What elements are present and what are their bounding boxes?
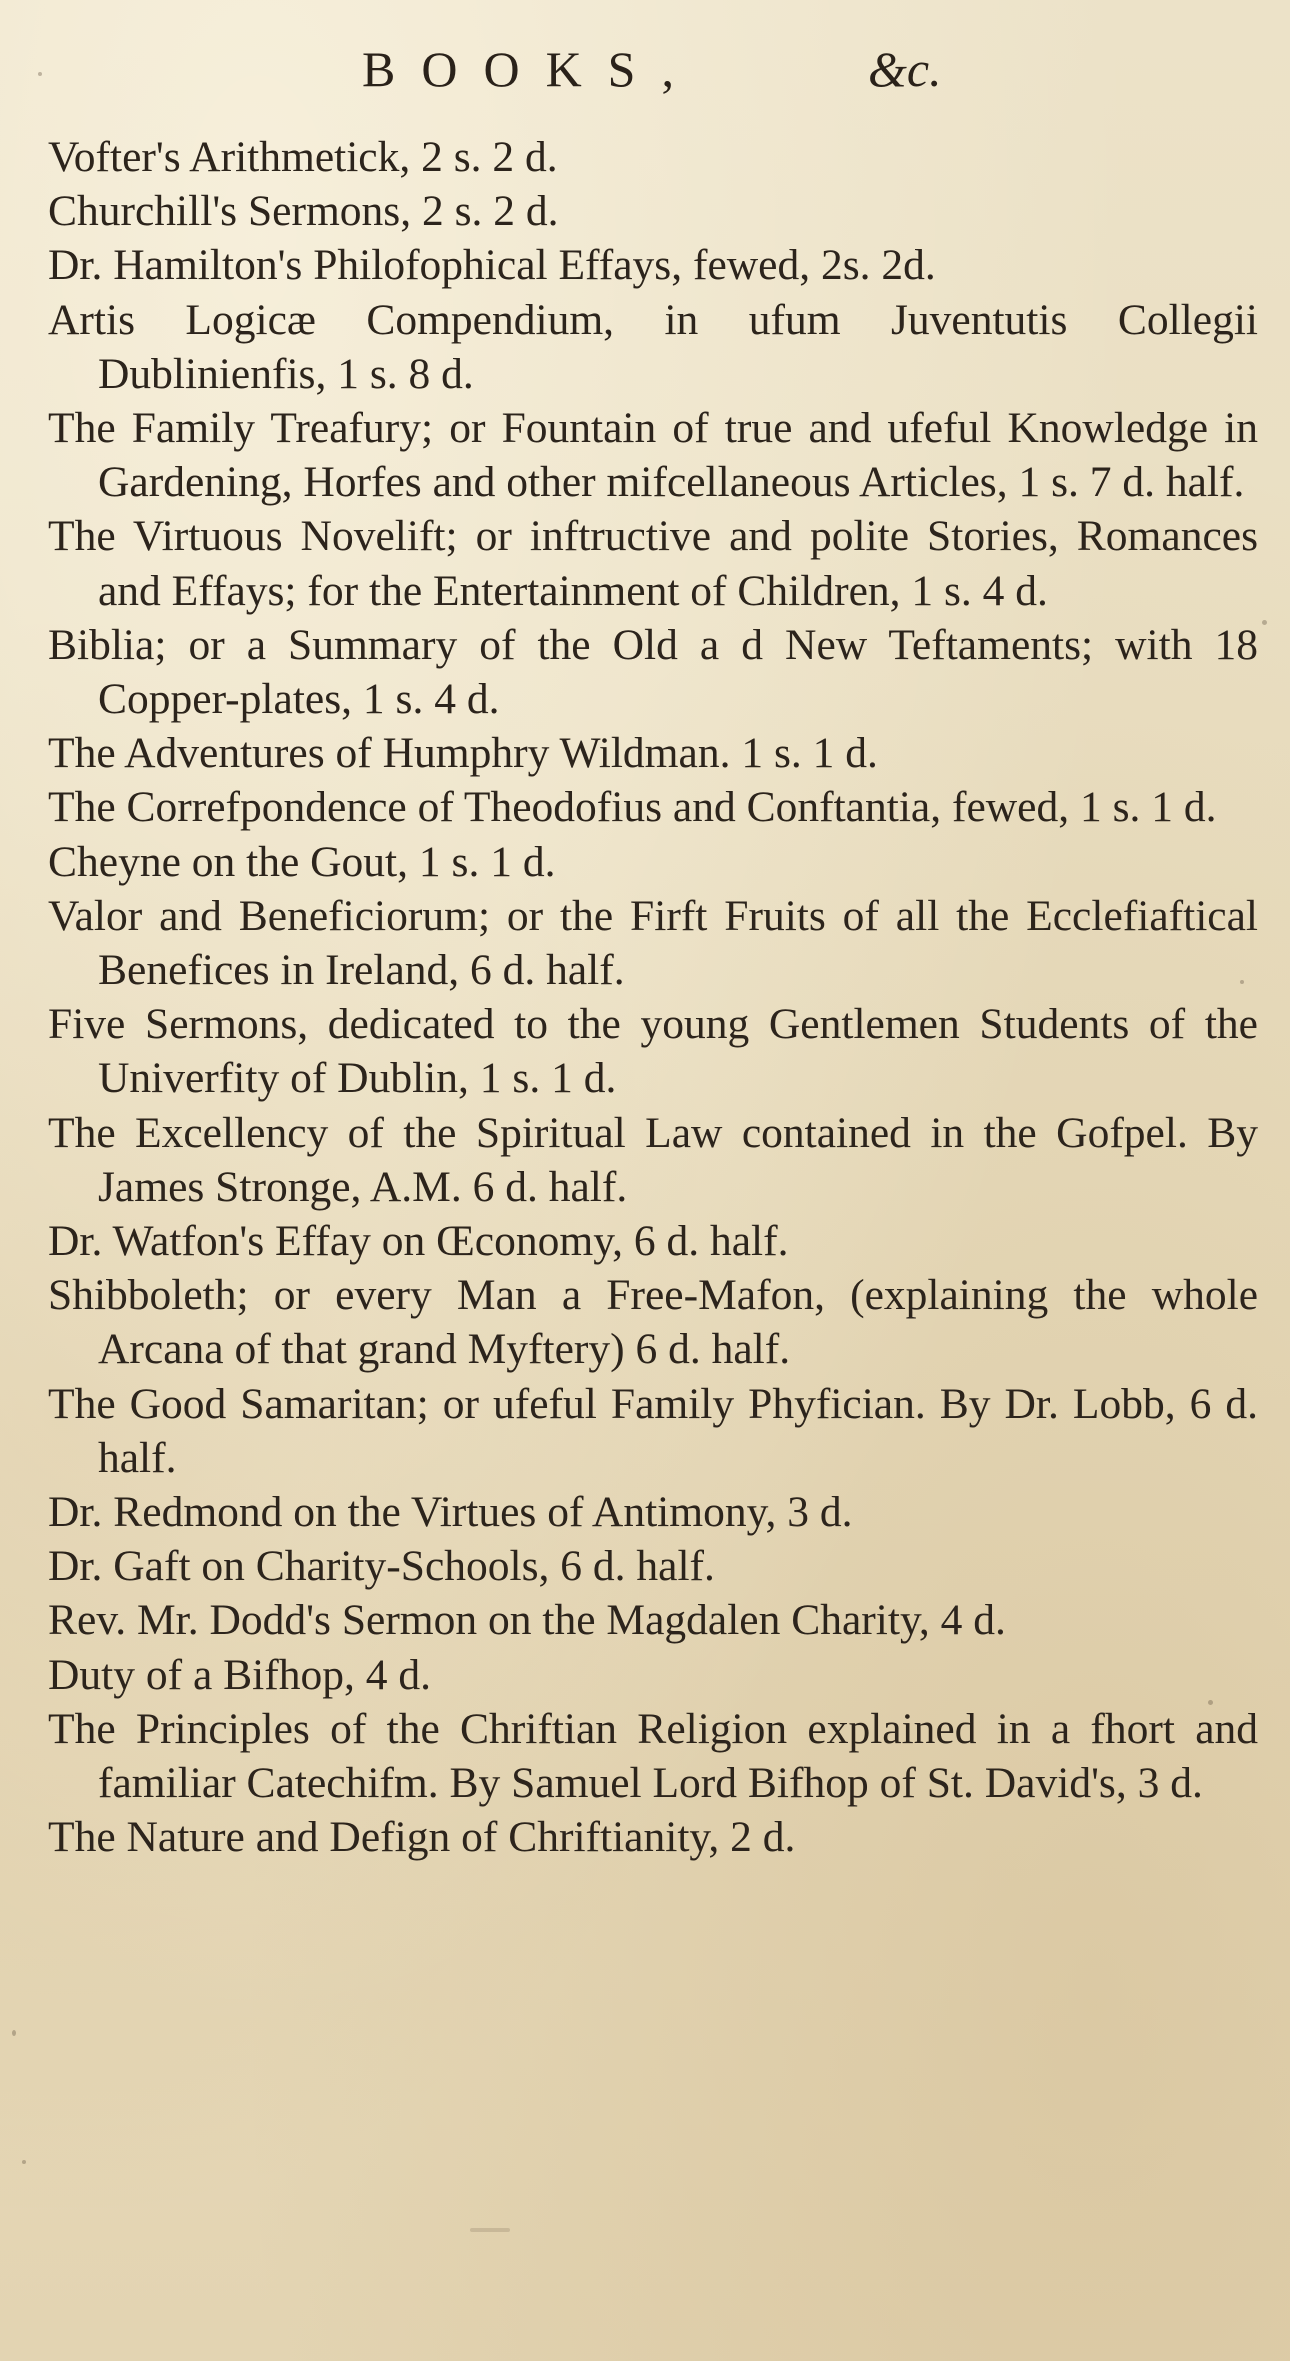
book-entry: The Correfpondence of Theodofius and Conftantia, fewed, 1 s. 1 d. — [48, 783, 1217, 832]
page-header — [0, 36, 1290, 116]
book-entry: Dr. Watfon's Effay on Œconomy, 6 d. half. — [48, 1217, 789, 1266]
header-title: BOOKS, — [362, 41, 700, 97]
paper-speck — [1208, 1700, 1213, 1705]
book-entry: The Adventures of Humphry Wildman. 1 s. 1 d. — [48, 729, 878, 778]
paper-speck — [470, 2228, 510, 2232]
book-entry: The Family Treafury; or Fountain of true and ufeful Knowledge in Gardening, Horfes and other mifcellaneous Articles, 1 s. 7 d. half. — [48, 404, 1258, 507]
book-entry: The Excellency of the Spiritual Law contained in the Gofpel. By James Stronge, A.M. 6 d. half. — [48, 1108, 1258, 1211]
book-list — [48, 130, 1258, 1865]
paper-speck — [12, 2030, 16, 2036]
book-entry: Dr. Hamilton's Philofophical Effays, fewed, 2s. 2d. — [48, 241, 936, 290]
book-entry: Shibboleth; or every Man a Free-Mafon, (explaining the whole Arcana of that grand Myftery) 6 d. half. — [48, 1271, 1258, 1374]
book-entry: The Nature and Defign of Chriftianity, 2 d. — [48, 1813, 796, 1862]
book-entry: Duty of a Bifhop, 4 d. — [48, 1650, 432, 1699]
book-entry: The Good Samaritan; or ufeful Family Phyfician. By Dr. Lobb, 6 d. half. — [48, 1379, 1258, 1482]
book-entry: Vofter's Arithmetick, 2 s. 2 d. — [48, 133, 558, 181]
paper-speck — [22, 2160, 26, 2164]
book-entry: Cheyne on the Gout, 1 s. 1 d. — [48, 837, 556, 886]
book-entry: Five Sermons, dedicated to the young Gentlemen Students of the Univerfity of Dublin, 1 s. 1 d. — [48, 1000, 1258, 1103]
paper-speck — [1240, 980, 1244, 984]
header-etc: &c. — [868, 41, 942, 97]
book-entry: Dr. Redmond on the Virtues of Antimony, 3 d. — [48, 1488, 853, 1537]
book-entry: Valor and Beneficiorum; or the Firft Fruits of all the Ecclefiaftical Benefices in Ireland, 6 d. half. — [48, 891, 1258, 995]
book-entry: The Virtuous Novelift; or inftructive and polite Stories, Romances and Effays; for the Entertainment of Children, 1 s. 4 d. — [48, 512, 1258, 615]
paper-speck — [1262, 620, 1267, 625]
paper-speck — [38, 72, 42, 76]
book-entry: Artis Logicæ Compendium, in ufum Juventutis Collegii Dublinienfis, 1 s. 8 d. — [48, 295, 1258, 398]
book-entry: The Principles of the Chriftian Religion explained in a fhort and familiar Catechifm. By Samuel Lord Bifhop of St. David's, 3 d. — [48, 1704, 1258, 1808]
book-entry: Rev. Mr. Dodd's Sermon on the Magdalen Charity, 4 d. — [48, 1596, 1006, 1645]
book-entry: Dr. Gaft on Charity-Schools, 6 d. half. — [48, 1542, 715, 1591]
book-entry: Biblia; or a Summary of the Old a d New Teftaments; with 18 Copper-plates, 1 s. 4 d. — [48, 620, 1258, 724]
book-entry: Churchill's Sermons, 2 s. 2 d. — [48, 187, 559, 236]
